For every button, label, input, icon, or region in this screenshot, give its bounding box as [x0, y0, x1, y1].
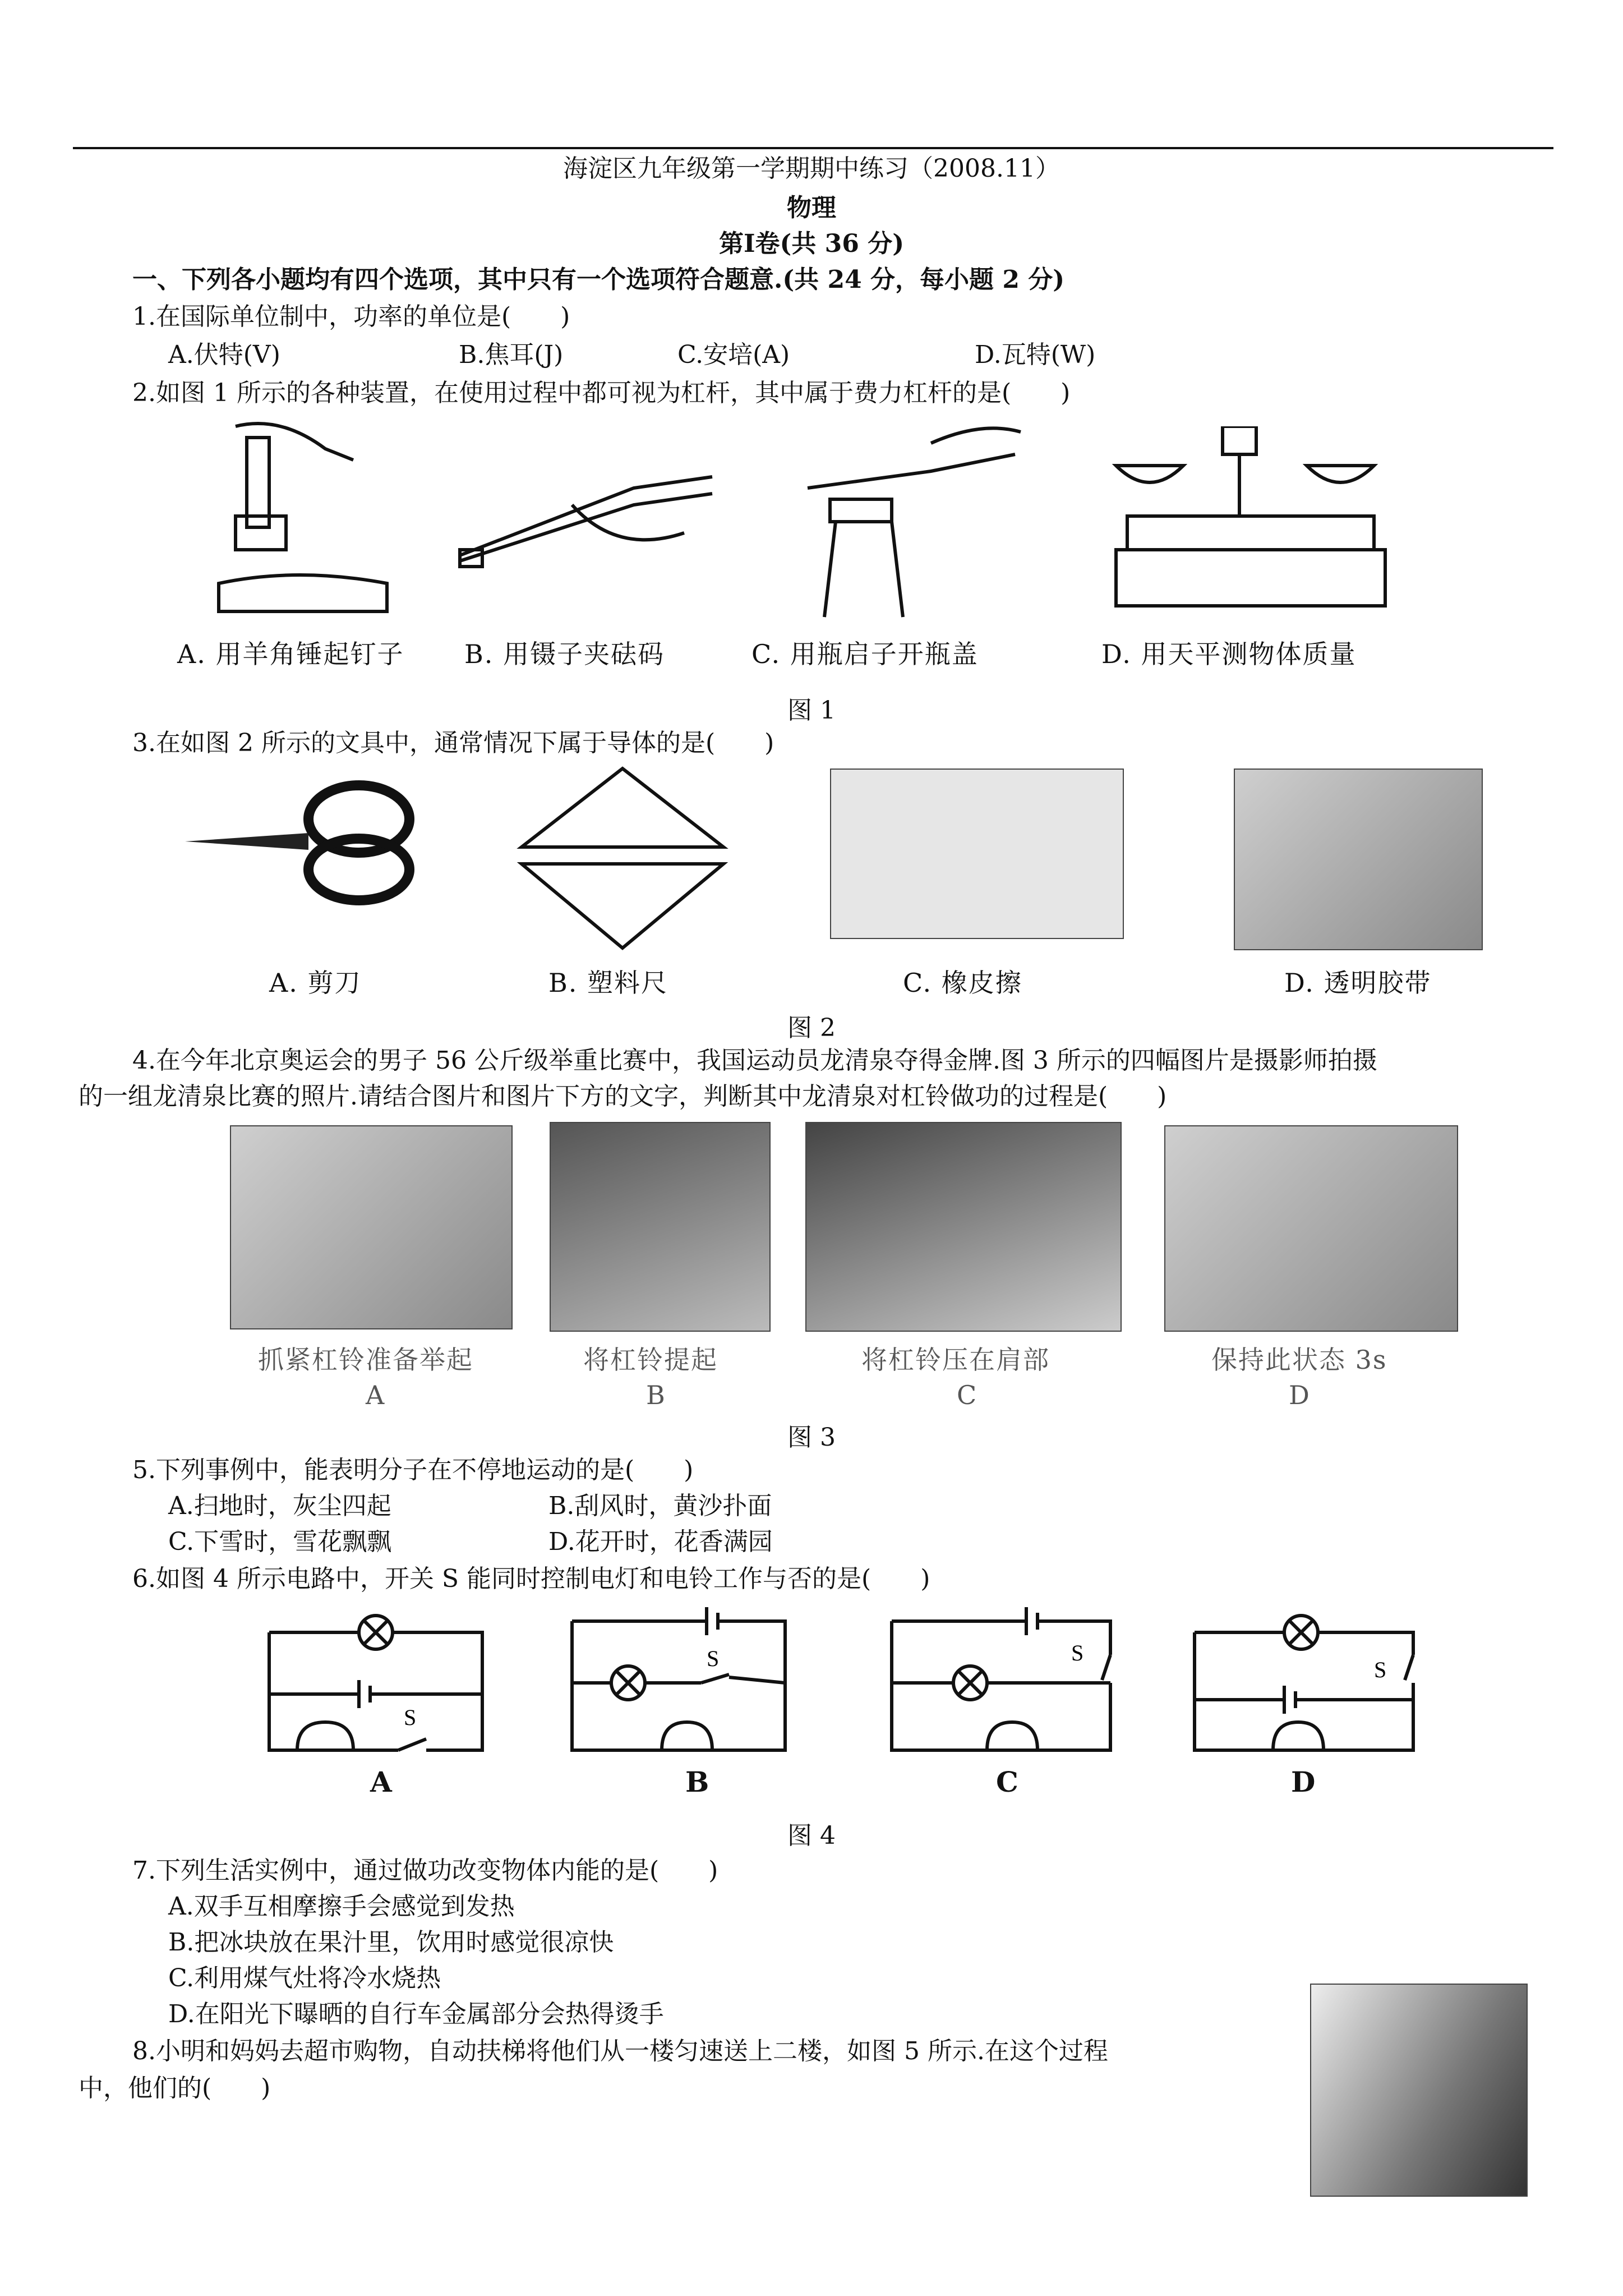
q5-option-b: B.刮风时，黄沙扑面 [548, 1492, 772, 1520]
q6-letter-b: B [685, 1765, 709, 1798]
q3-caption-a: A. 剪刀 [269, 968, 362, 998]
q2-caption-a: A. 用羊角锤起钉子 [177, 639, 404, 669]
escalator-photo [1310, 1984, 1528, 2197]
q8-stem-line1: 8.小明和妈妈去超市购物，自动扶梯将他们从一楼匀速送上二楼，如图 5 所示.在这个过程 [132, 2037, 1108, 2065]
circuit-b-switch-label: S [707, 1646, 720, 1671]
figure-1-label: 图 1 [787, 696, 836, 725]
q4-letter-a: A [366, 1380, 386, 1410]
q4-caption-b: 将杠铃提起 [583, 1345, 718, 1375]
q7-option-a: A.双手互相摩擦手会感觉到发热 [168, 1892, 515, 1921]
circuit-d-switch-label: S [1374, 1657, 1387, 1682]
q2-stem: 2.如图 1 所示的各种装置，在使用过程中都可视为杠杆，其中属于费力杠杆的是( ) [132, 379, 1071, 407]
circuit-a-diagram [264, 1599, 494, 1761]
weightlifting-photo-d [1164, 1125, 1458, 1332]
q7-option-c: C.利用煤气灶将冷水烧热 [168, 1964, 441, 1993]
scissors-illustration [179, 774, 426, 909]
exam-title: 海淀区九年级第一学期期中练习（2008.11） [563, 154, 1060, 183]
weightlifting-photo-a [230, 1125, 513, 1329]
balance-scale-illustration [1105, 426, 1396, 617]
q4-letter-d: D [1289, 1380, 1311, 1410]
q1-option-c: C.安培(A) [677, 341, 790, 369]
plastic-ruler-illustration [516, 763, 729, 954]
erasers-photo [830, 769, 1124, 939]
q1-option-b: B.焦耳(J) [459, 341, 564, 369]
tape-photo [1234, 769, 1483, 950]
q4-letter-b: B [646, 1380, 666, 1410]
circuit-b-diagram [566, 1599, 796, 1761]
q3-caption-c: C. 橡皮擦 [903, 968, 1022, 998]
q6-stem: 6.如图 4 所示电路中，开关 S 能同时控制电灯和电铃工作与否的是( ) [132, 1565, 930, 1593]
q4-stem-line2: 的一组龙清泉比赛的照片.请结合图片和图片下方的文字，判断其中龙清泉对杠铃做功的过程是( ) [79, 1082, 1167, 1111]
q4-caption-a: 抓紧杠铃准备举起 [258, 1345, 473, 1375]
hammer-illustration [213, 415, 393, 617]
q4-stem-line1: 4.在今年北京奥运会的男子 56 公斤级举重比赛中，我国运动员龙清泉夺得金牌.图 3 所示的四幅图片是摄影师拍摄 [132, 1046, 1377, 1075]
q1-stem: 1.在国际单位制中，功率的单位是( ) [132, 302, 570, 331]
figure-2-label: 图 2 [787, 1014, 836, 1042]
q6-letter-c: C [996, 1765, 1018, 1798]
q5-option-a: A.扫地时，灰尘四起 [168, 1492, 391, 1520]
circuit-c-diagram [886, 1599, 1122, 1761]
weightlifting-photo-c [805, 1122, 1122, 1332]
q2-caption-b: B. 用镊子夹砝码 [464, 639, 665, 669]
top-rule [73, 147, 1553, 149]
q5-stem: 5.下列事例中，能表明分子在不停地运动的是( ) [132, 1456, 694, 1484]
weightlifting-photo-b [550, 1122, 771, 1332]
q6-letter-a: A [370, 1765, 392, 1798]
q7-option-d: D.在阳光下曝晒的自行车金属部分会热得烫手 [168, 2000, 664, 2028]
q8-stem-line2: 中，他们的( ) [79, 2074, 271, 2102]
part-title: 第Ⅰ卷(共 36 分) [718, 229, 905, 258]
q4-letter-c: C [957, 1380, 978, 1410]
q7-option-b: B.把冰块放在果汁里，饮用时感觉很凉快 [168, 1928, 614, 1957]
circuit-c-switch-label: S [1071, 1640, 1084, 1665]
q1-option-a: A.伏特(V) [168, 341, 280, 369]
tweezers-illustration [449, 443, 729, 578]
section-heading: 一、下列各小题均有四个选项，其中只有一个选项符合题意.(共 24 分，每小题 2 分) [132, 265, 1065, 294]
q5-option-d: D.花开时，花香满园 [548, 1527, 773, 1556]
q1-option-d: D.瓦特(W) [975, 341, 1096, 369]
circuit-d-diagram [1189, 1599, 1424, 1761]
q4-caption-c: 将杠铃压在肩部 [861, 1345, 1050, 1375]
q2-caption-c: C. 用瓶启子开瓶盖 [751, 639, 979, 669]
circuit-a-switch-label: S [404, 1705, 417, 1730]
q2-caption-d: D. 用天平测物体质量 [1101, 639, 1357, 669]
q3-caption-d: D. 透明胶带 [1284, 968, 1432, 998]
q6-letter-d: D [1291, 1765, 1316, 1798]
figure-4-label: 图 4 [787, 1821, 836, 1850]
figure-3-label: 图 3 [787, 1423, 836, 1452]
subject-title: 物理 [787, 194, 836, 222]
q3-caption-b: B. 塑料尺 [548, 968, 668, 998]
q5-option-c: C.下雪时，雪花飘飘 [168, 1527, 392, 1556]
q7-stem: 7.下列生活实例中，通过做功改变物体内能的是( ) [132, 1856, 718, 1885]
q3-stem: 3.在如图 2 所示的文具中，通常情况下属于导体的是( ) [132, 729, 774, 757]
bottle-opener-illustration [796, 409, 1032, 623]
q4-caption-d: 保持此状态 3s [1211, 1345, 1387, 1375]
